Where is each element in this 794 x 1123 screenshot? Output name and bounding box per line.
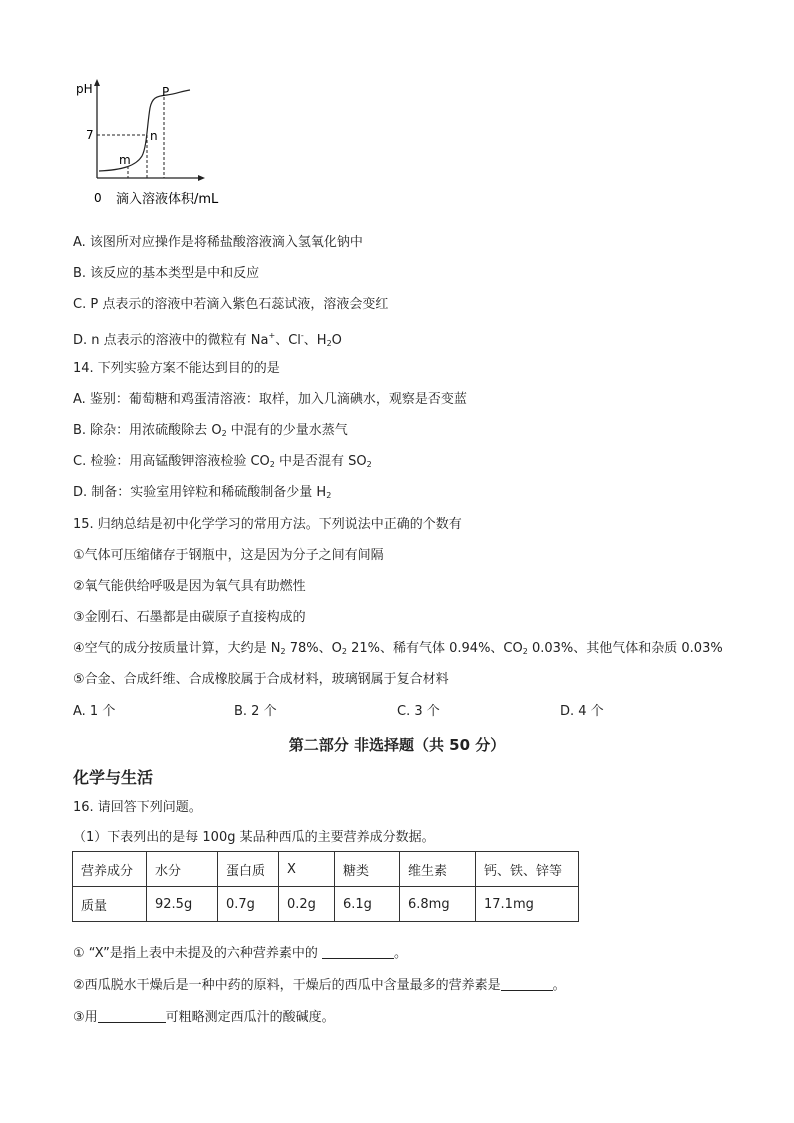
q13-d-plus: + bbox=[268, 331, 276, 340]
q14-c-2b: 2 bbox=[366, 460, 372, 469]
q15-statement-4 bbox=[73, 640, 723, 661]
table-cell: 营养成分 bbox=[73, 852, 147, 887]
q16-q2-end: 。 bbox=[552, 978, 566, 993]
q15-s4-c: 0.03%、其他气体和杂质 0.03% bbox=[527, 641, 723, 656]
q16-q1-text: ① “X”是指上表中未提及的六种营养素中的 bbox=[73, 946, 318, 961]
q14-c-pre: C. 检验：用高锰酸钾溶液检验 CO bbox=[73, 454, 270, 469]
q15-option-c: C. 3 个 bbox=[397, 704, 440, 719]
q14-d-2: 2 bbox=[326, 491, 332, 500]
origin-label: 0 bbox=[94, 191, 102, 205]
q15-s4-o2: 2 bbox=[341, 647, 347, 656]
table-cell: 0.2g bbox=[279, 887, 335, 922]
q14-c-mid: 中是否混有 SO bbox=[274, 454, 367, 469]
ph-curve bbox=[99, 90, 190, 171]
q16-question-3 bbox=[73, 1009, 335, 1027]
table-row bbox=[73, 852, 579, 887]
q14-option-b bbox=[73, 422, 348, 443]
table-cell: 水分 bbox=[147, 852, 218, 887]
table-cell: 6.8mg bbox=[400, 887, 476, 922]
q15-s4-n2: 2 bbox=[280, 647, 286, 656]
table-cell: 蛋白质 bbox=[218, 852, 279, 887]
q14-d-pre: D. 制备：实验室用锌粒和稀硫酸制备少量 H bbox=[73, 485, 327, 500]
q13-option-a: A. 该图所对应操作是将稀盐酸溶液滴入氢氧化钠中 bbox=[73, 235, 363, 250]
q14-b-pre: B. 除杂：用浓硫酸除去 O bbox=[73, 423, 222, 438]
q14-stem: 14. 下列实验方案不能达到目的的是 bbox=[73, 361, 280, 376]
q16-q2-text: ②西瓜脱水干燥后是一种中药的原料，干燥后的西瓜中含量最多的营养素是 bbox=[73, 978, 501, 993]
q15-s4-pre: ④空气的成分按质量计算，大约是 N bbox=[73, 641, 281, 656]
q15-option-b: B. 2 个 bbox=[234, 704, 277, 719]
point-n-label: n bbox=[150, 129, 158, 143]
q15-stem: 15. 归纳总结是初中化学学习的常用方法。下列说法中正确的个数有 bbox=[73, 517, 462, 532]
q14-option-c bbox=[73, 453, 372, 474]
q15-option-d: D. 4 个 bbox=[560, 704, 604, 719]
y-axis-label: pH bbox=[76, 82, 93, 96]
q13-option-d bbox=[73, 327, 342, 353]
q15-s4-co2: 2 bbox=[522, 647, 528, 656]
q14-c-2a: 2 bbox=[269, 460, 275, 469]
q15-statement-3: ③金刚石、石墨都是由碳原子直接构成的 bbox=[73, 610, 306, 625]
table-row bbox=[73, 887, 579, 922]
q14-option-d bbox=[73, 484, 331, 505]
ph7-label: 7 bbox=[86, 128, 94, 142]
q14-option-a: A. 鉴别：葡萄糖和鸡蛋清溶液：取样，加入几滴碘水，观察是否变蓝 bbox=[73, 392, 467, 407]
q15-statement-5: ⑤合金、合成纤维、合成橡胶属于合成材料，玻璃钢属于复合材料 bbox=[73, 672, 449, 687]
ph-titration-graph bbox=[72, 76, 232, 211]
table-cell: 糖类 bbox=[335, 852, 400, 887]
table-cell: 钙、铁、锌等 bbox=[476, 852, 579, 887]
table-cell: 6.1g bbox=[335, 887, 400, 922]
x-axis-arrow bbox=[198, 175, 205, 181]
x-axis-label: 滴入溶液体积/mL bbox=[116, 192, 219, 207]
answer-blank-3[interactable] bbox=[98, 1010, 166, 1023]
q16-q3-pre: ③用 bbox=[73, 1010, 98, 1025]
table-cell: 92.5g bbox=[147, 887, 218, 922]
table-cell: 17.1mg bbox=[476, 887, 579, 922]
point-m-label: m bbox=[119, 153, 131, 167]
q13-d-cl: 、Cl bbox=[275, 333, 301, 348]
q16-q3-post: 可粗略测定西瓜汁的酸碱度。 bbox=[165, 1010, 335, 1025]
q15-statement-2: ②氧气能供给呼吸是因为氧气具有助燃性 bbox=[73, 579, 306, 594]
q13-option-b: B. 该反应的基本类型是中和反应 bbox=[73, 266, 260, 281]
q14-b-post: 中混有的少量水蒸气 bbox=[226, 423, 348, 438]
point-p-label: P bbox=[162, 85, 170, 99]
answer-blank-1[interactable] bbox=[322, 946, 394, 959]
answer-blank-2[interactable] bbox=[501, 978, 553, 991]
q16-question-1 bbox=[73, 945, 407, 963]
q16-q1-end: 。 bbox=[394, 946, 408, 961]
table-cell: 维生素 bbox=[400, 852, 476, 887]
table-cell: X bbox=[279, 852, 335, 887]
q13-d-h: 、H bbox=[303, 333, 327, 348]
q15-s4-b: 21%、稀有气体 0.94%、CO bbox=[346, 641, 523, 656]
part2-title: 第二部分 非选择题（共 50 分） bbox=[288, 736, 506, 754]
nutrition-table bbox=[72, 851, 579, 922]
q16-stem: 16. 请回答下列问题。 bbox=[73, 800, 202, 815]
y-axis-arrow bbox=[94, 79, 100, 86]
q13-d-minus: - bbox=[300, 331, 304, 340]
table-cell: 质量 bbox=[73, 887, 147, 922]
q16-question-2 bbox=[73, 977, 566, 995]
q14-b-2: 2 bbox=[221, 429, 227, 438]
table-cell: 0.7g bbox=[218, 887, 279, 922]
q13-d-na: Na bbox=[250, 333, 269, 348]
section-title: 化学与生活 bbox=[73, 768, 154, 787]
q13-d-o: O bbox=[331, 333, 342, 348]
q15-s4-a: 78%、O bbox=[285, 641, 342, 656]
q15-statement-1: ①气体可压缩储存于钢瓶中，这是因为分子之间有间隔 bbox=[73, 548, 384, 563]
q16-sub1: （1）下表列出的是每 100g 某品种西瓜的主要营养成分数据。 bbox=[73, 830, 435, 845]
q13-d-2: 2 bbox=[326, 339, 332, 348]
q15-option-a: A. 1 个 bbox=[73, 704, 116, 719]
q13-option-c: C. P 点表示的溶液中若滴入紫色石蕊试液，溶液会变红 bbox=[73, 297, 389, 312]
q13-d-text: D. n 点表示的溶液中的微粒有 bbox=[73, 333, 247, 348]
